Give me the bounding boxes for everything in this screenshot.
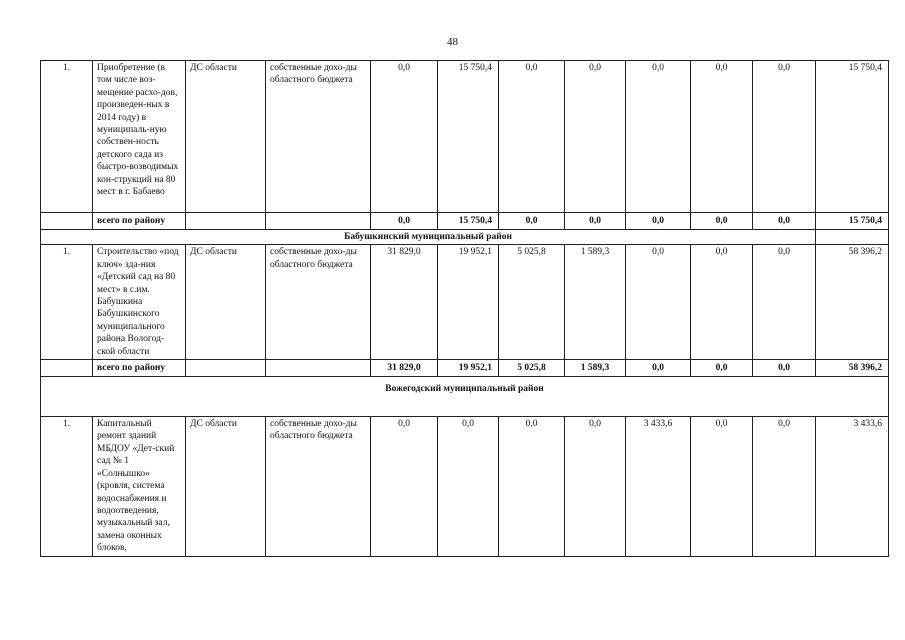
total-value: 19 952,1 <box>438 360 499 377</box>
total-value: 31 829,0 <box>371 360 438 377</box>
funds-type: собственные дохо-ды областного бюджета <box>266 61 371 213</box>
value-cell: 0,0 <box>753 245 816 360</box>
total-value: 0,0 <box>691 360 753 377</box>
total-value: 0,0 <box>626 360 691 377</box>
row-index: 1. <box>41 417 93 556</box>
value-cell: 0,0 <box>691 61 753 213</box>
value-cell: 0,0 <box>565 61 626 213</box>
total-value: 0,0 <box>565 213 626 230</box>
value-cell: 15 750,4 <box>438 61 499 213</box>
funding-source: ДС области <box>186 417 266 556</box>
value-cell: 0,0 <box>691 245 753 360</box>
total-label: всего по району <box>93 360 186 377</box>
district-title: Вожегодский муниципальный район <box>41 377 889 417</box>
empty-cell <box>266 213 371 230</box>
row-index: 1. <box>41 245 93 360</box>
value-cell: 0,0 <box>499 61 565 213</box>
total-value: 0,0 <box>753 213 816 230</box>
table-row <box>41 417 889 556</box>
total-value: 15 750,4 <box>816 213 889 230</box>
value-cell: 0,0 <box>753 417 816 556</box>
value-cell: 1 589,3 <box>565 245 626 360</box>
value-cell: 0,0 <box>626 245 691 360</box>
funding-source: ДС области <box>186 61 266 213</box>
value-cell: 0,0 <box>371 417 438 556</box>
total-label: всего по району <box>93 213 186 230</box>
funds-type: собственные дохо-ды областного бюджета <box>266 417 371 556</box>
value-cell: 0,0 <box>438 417 499 556</box>
district-header-row <box>41 377 889 417</box>
total-value: 0,0 <box>371 213 438 230</box>
table-row <box>41 245 889 360</box>
funds-type: собственные дохо-ды областного бюджета <box>266 245 371 360</box>
total-value: 58 396,2 <box>816 360 889 377</box>
value-cell: 0,0 <box>371 61 438 213</box>
district-header-row <box>41 230 889 245</box>
table-row <box>41 61 889 213</box>
funding-source: ДС области <box>186 245 266 360</box>
value-cell: 19 952,1 <box>438 245 499 360</box>
total-value: 0,0 <box>626 213 691 230</box>
value-cell: 31 829,0 <box>371 245 438 360</box>
total-value: 1 589,3 <box>565 360 626 377</box>
value-cell: 0,0 <box>565 417 626 556</box>
project-name: Приобретение (в том числе воз-мещение расхо-дов, произведен-ных в 2014 году) в муниципаль-ную собствен-ность детского сада из быстро-возводимых кон-струкций на 80 мест в г. Бабаево <box>93 61 186 213</box>
total-value: 0,0 <box>499 213 565 230</box>
project-name: Строительство «под ключ» зда-ния «Детский сад на 80 мест» в с.им. Бабушкина Бабушкинского муниципального района Вологод-ской области <box>93 245 186 360</box>
value-cell: 0,0 <box>499 417 565 556</box>
value-cell: 3 433,6 <box>816 417 889 556</box>
total-value: 5 025,8 <box>499 360 565 377</box>
empty-cell <box>186 360 266 377</box>
total-value: 0,0 <box>753 360 816 377</box>
empty-cell <box>266 360 371 377</box>
empty-cell <box>186 213 266 230</box>
total-row <box>41 213 889 230</box>
empty-cell <box>41 360 93 377</box>
value-cell: 58 396,2 <box>816 245 889 360</box>
value-cell: 0,0 <box>626 61 691 213</box>
page-number: 48 <box>447 36 458 48</box>
total-value: 0,0 <box>691 213 753 230</box>
value-cell: 0,0 <box>753 61 816 213</box>
district-title: Бабушкинский муниципальный район <box>41 230 816 245</box>
total-row <box>41 360 889 377</box>
row-index: 1. <box>41 61 93 213</box>
value-cell: 5 025,8 <box>499 245 565 360</box>
total-value: 15 750,4 <box>438 213 499 230</box>
value-cell: 3 433,6 <box>626 417 691 556</box>
budget-table <box>40 60 889 557</box>
empty-cell <box>816 230 889 245</box>
value-cell: 15 750,4 <box>816 61 889 213</box>
project-name: Капитальный ремонт зданий МБДОУ «Дет-ский сад № 1 «Солнышко» (кровля, система водоснабжения и водоотведения, музыкальный зал, замена оконных блоков, <box>93 417 186 556</box>
empty-cell <box>41 213 93 230</box>
value-cell: 0,0 <box>691 417 753 556</box>
